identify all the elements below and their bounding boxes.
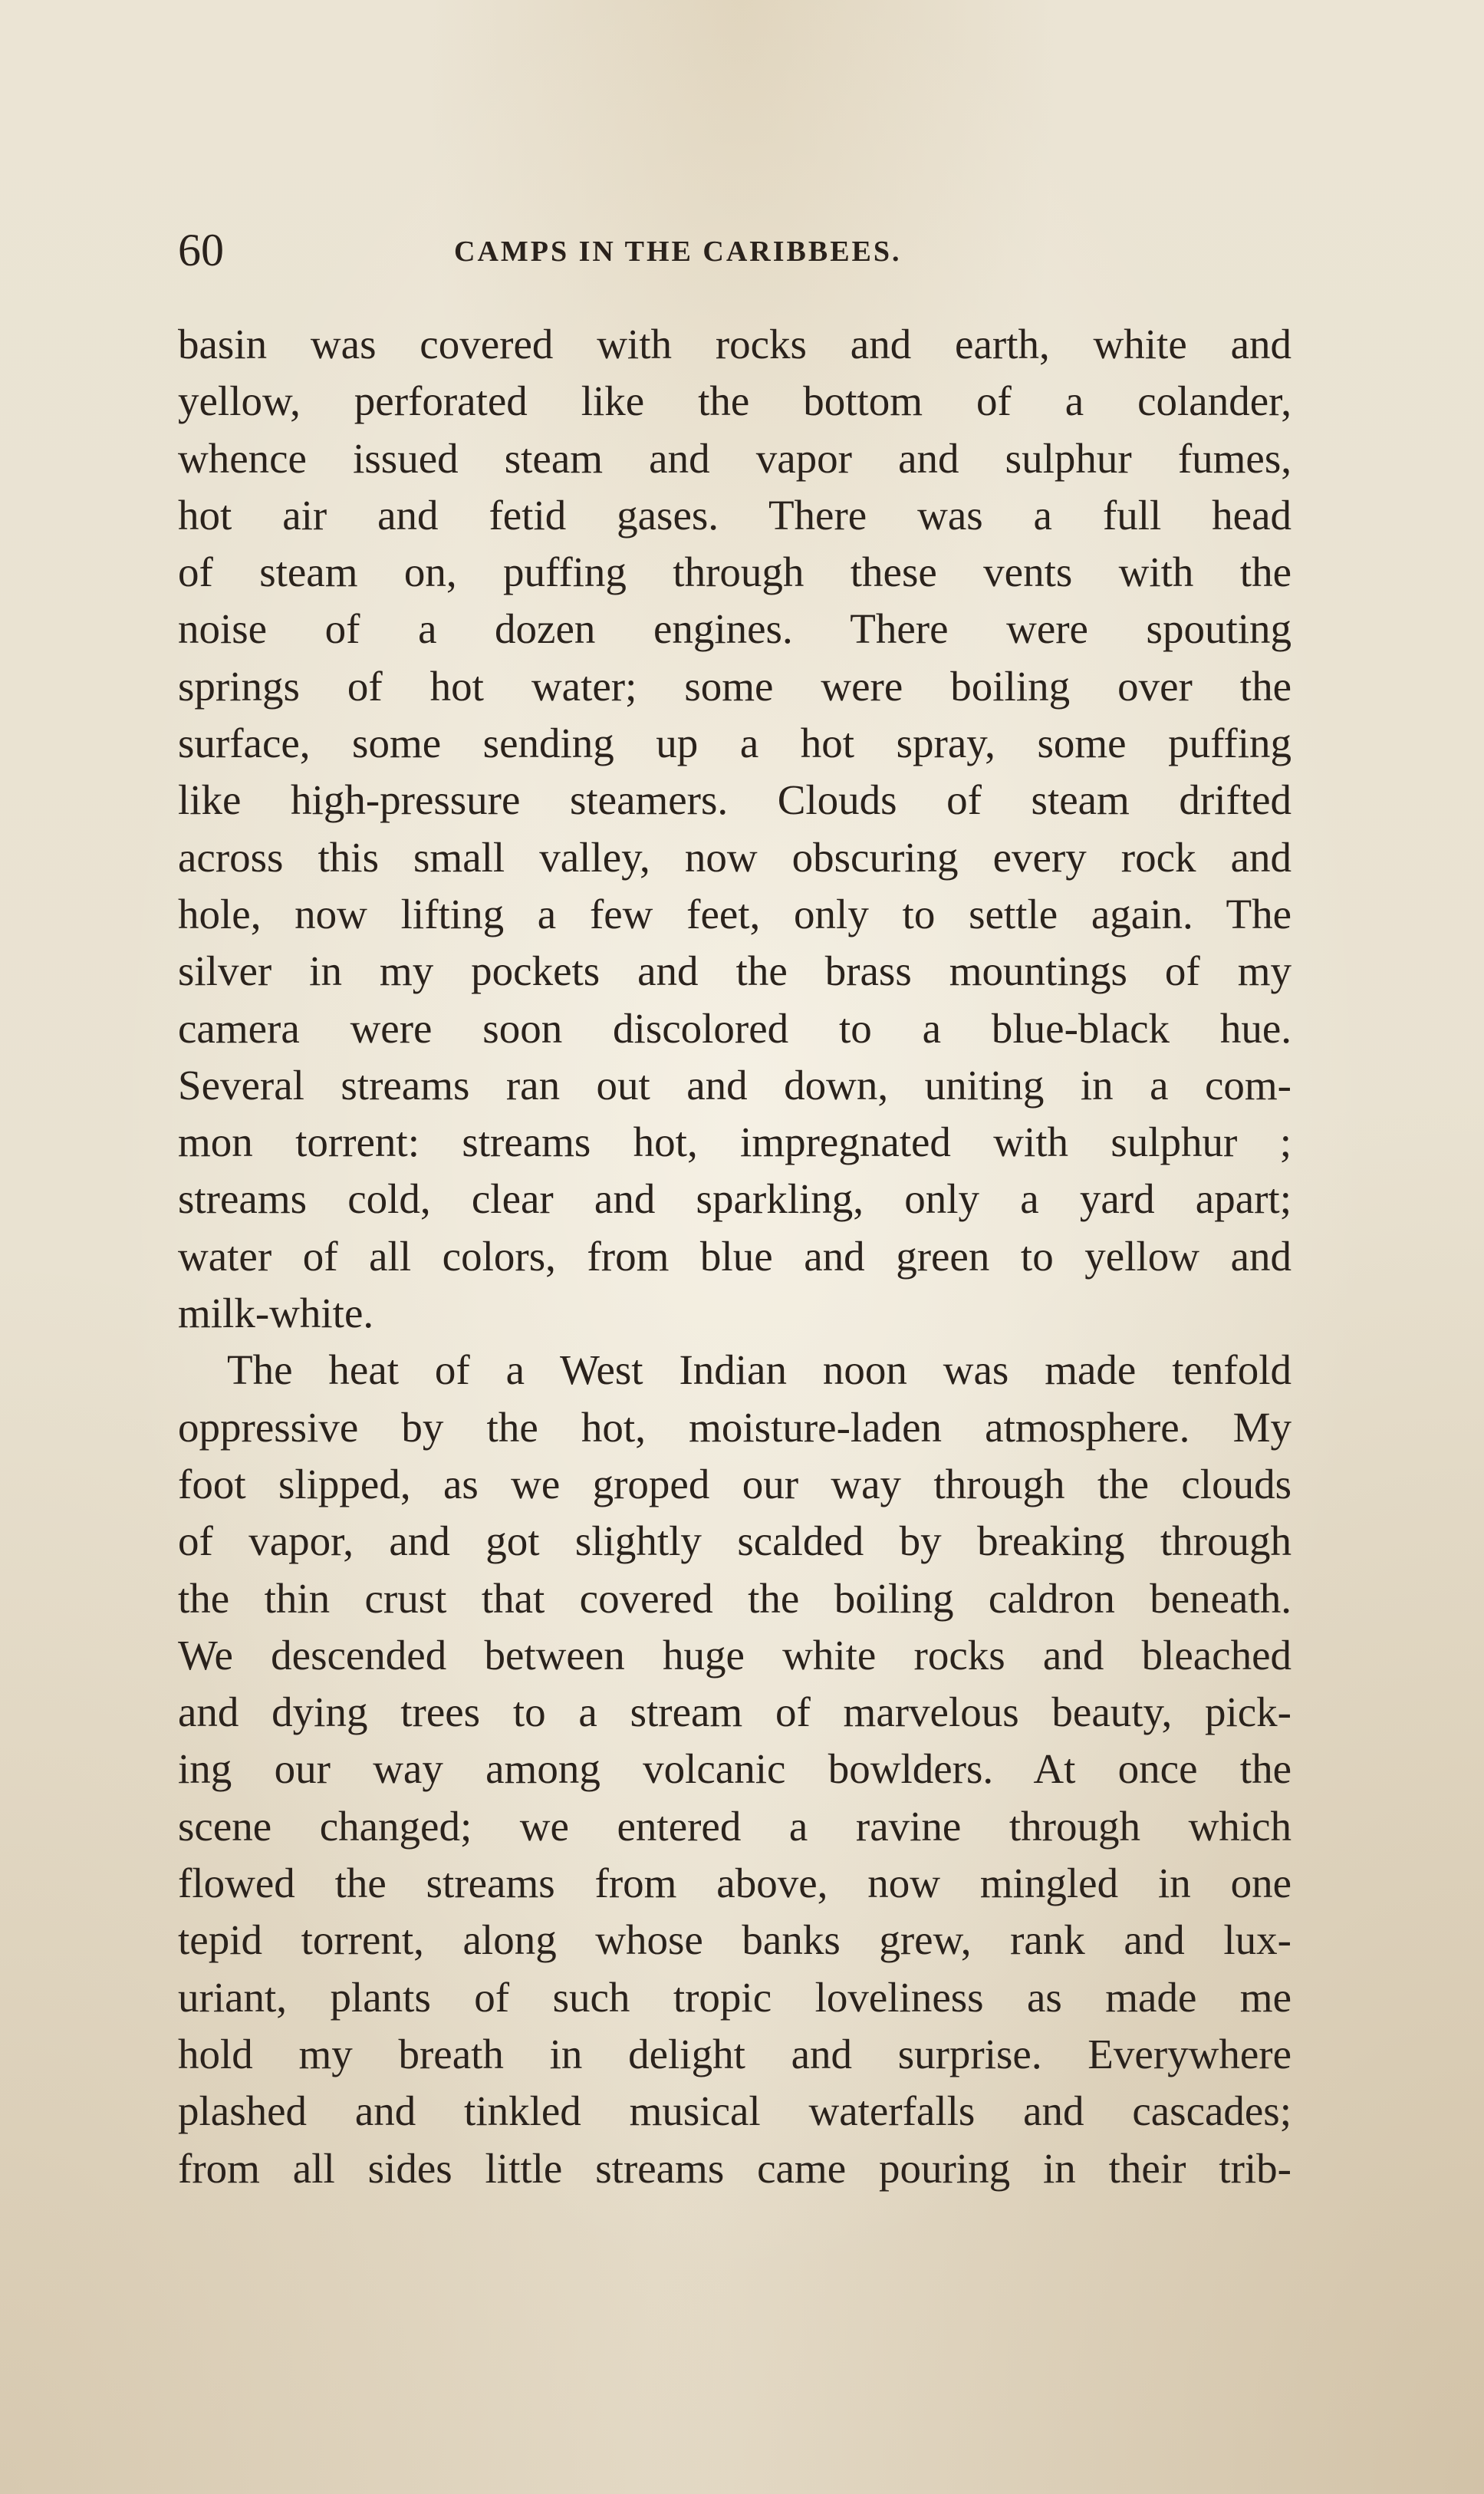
text-line: flowed the streams from above, now mingled in one xyxy=(178,1860,1292,1907)
text-line: ing our way among volcanic bowlders. At once the xyxy=(178,1745,1292,1793)
text-line: hot air and fetid gases. There was a full head xyxy=(178,491,1292,539)
text-line: and dying trees to a stream of marvelous beauty, pick- xyxy=(178,1688,1292,1736)
text-line: tepid torrent, along whose banks grew, rank and lux- xyxy=(178,1916,1292,1964)
text-line: Several streams ran out and down, uniting in a com- xyxy=(178,1061,1292,1109)
text-line: hold my breath in delight and surprise. Everywhere xyxy=(178,2030,1292,2077)
text-line: surface, some sending up a hot spray, some puffing xyxy=(178,720,1292,767)
text-line: of vapor, and got slightly scalded by breaking through xyxy=(178,1517,1292,1565)
text-line: camera were soon discolored to a blue-black hue. xyxy=(178,1004,1292,1052)
text-line: foot slipped, as we groped our way through the clouds xyxy=(178,1460,1292,1507)
text-line: oppressive by the hot, moisture-laden atmosphere. My xyxy=(178,1403,1292,1451)
body-text xyxy=(178,316,1292,2197)
page-number: 60 xyxy=(178,225,224,275)
text-line: mon torrent: streams hot, impregnated with sulphur ; xyxy=(178,1119,1292,1166)
text-line: uriant, plants of such tropic loveliness as made me xyxy=(178,1973,1292,2021)
text-line: across this small valley, now obscuring every rock and xyxy=(178,833,1292,881)
text-line: springs of hot water; some were boiling over the xyxy=(178,662,1292,710)
text-line: scene changed; we entered a ravine through which xyxy=(178,1802,1292,1850)
text-line: water of all colors, from blue and green to yellow and xyxy=(178,1232,1292,1280)
text-line: of steam on, puffing through these vents with the xyxy=(178,549,1292,596)
text-line: streams cold, clear and sparkling, only a yard apart; xyxy=(178,1175,1292,1223)
text-line: plashed and tinkled musical waterfalls and cascades; xyxy=(178,2087,1292,2135)
text-line: basin was covered with rocks and earth, white and xyxy=(178,321,1292,367)
text-line-paragraph-start: The heat of a West Indian noon was made tenfold xyxy=(227,1346,1292,1394)
text-line: whence issued steam and vapor and sulphur fumes, xyxy=(178,434,1292,482)
page-header xyxy=(178,219,1292,281)
text-line: noise of a dozen engines. There were spouting xyxy=(178,605,1292,653)
text-line: silver in my pockets and the brass mountings of my xyxy=(178,947,1292,995)
text-line: from all sides little streams came pouring in their trib- xyxy=(178,2144,1292,2192)
text-line: yellow, perforated like the bottom of a colander, xyxy=(178,377,1292,425)
text-line: like high-pressure steamers. Clouds of steam drifted xyxy=(178,776,1292,824)
text-line: hole, now lifting a few feet, only to settle again. The xyxy=(178,890,1292,937)
running-head: CAMPS IN THE CARIBBEES. xyxy=(454,236,902,268)
text-line-paragraph-end: milk-white. xyxy=(178,1290,374,1337)
text-line: We descended between huge white rocks and bleached xyxy=(178,1631,1292,1679)
text-line: the thin crust that covered the boiling caldron beneath. xyxy=(178,1574,1292,1622)
